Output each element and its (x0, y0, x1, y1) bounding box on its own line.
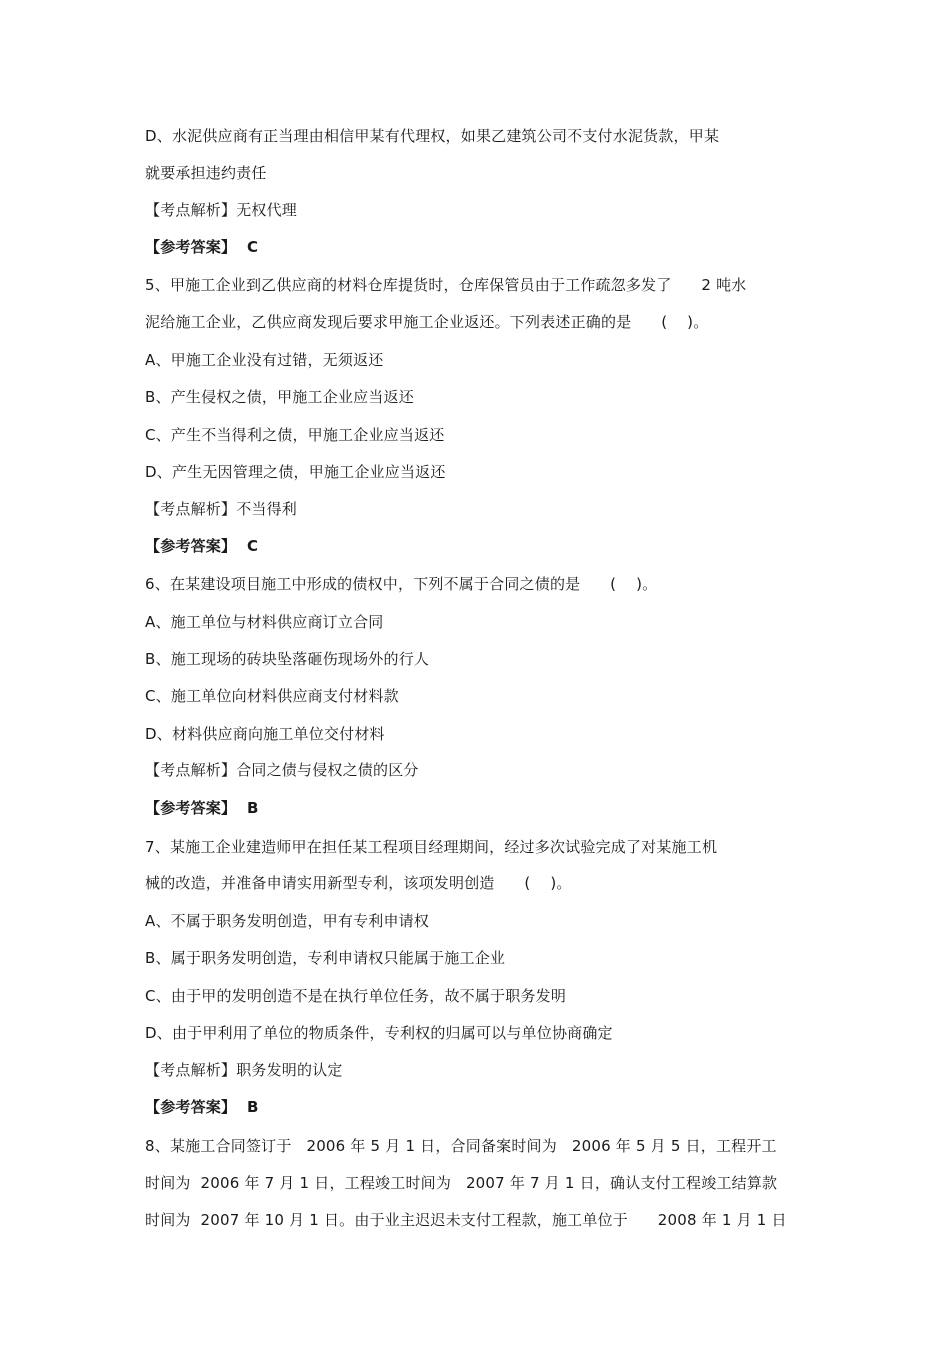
option-line: C、产生不当得利之债，甲施工企业应当返还 (145, 426, 445, 444)
analysis-line: 【考点解析】不当得利 (145, 500, 298, 518)
question-line: 8、某施工合同签订于 2006 年 5 月 1 日，合同备案时间为 2006 年 5 月 5 日，工程开工 (145, 1137, 777, 1155)
option-line: A、施工单位与材料供应商订立合同 (145, 613, 384, 631)
answer-line: 【参考答案】 C (145, 537, 259, 555)
analysis-line: 【考点解析】职务发明的认定 (145, 1061, 343, 1079)
analysis-line: 【考点解析】合同之债与侵权之债的区分 (145, 761, 419, 779)
option-line: B、属于职务发明创造，专利申请权只能属于施工企业 (145, 949, 506, 967)
option-line: D、材料供应商向施工单位交付材料 (145, 725, 385, 743)
text-line: 【考点解析】无权代理 (145, 201, 298, 219)
text-line: 时间为 2006 年 7 月 1 日，工程竣工时间为 2007 年 7 月 1 日，确认支付工程竣工结算款 (145, 1174, 778, 1192)
option-line: A、不属于职务发明创造，甲有专利申请权 (145, 912, 430, 930)
text-line: 时间为 2007 年 10 月 1 日。由于业主迟迟未支付工程款，施工单位于 2008 年 1 月 1 日 (145, 1211, 787, 1229)
option-line: D、产生无因管理之债，甲施工企业应当返还 (145, 463, 446, 481)
text-line: D、水泥供应商有正当理由相信甲某有代理权，如果乙建筑公司不支付水泥货款，甲某 (145, 127, 720, 145)
text-line: 械的改造，并准备申请实用新型专利，该项发明创造 ( )。 (145, 874, 572, 892)
question-line: 5、甲施工企业到乙供应商的材料仓库提货时，仓库保管员由于工作疏忽多发了 2 吨水 (145, 276, 747, 294)
option-line: C、施工单位向材料供应商支付材料款 (145, 687, 399, 705)
option-line: A、甲施工企业没有过错，无须返还 (145, 351, 384, 369)
text-line: 泥给施工企业，乙供应商发现后要求甲施工企业返还。下列表述正确的是 ( )。 (145, 313, 709, 331)
answer-line: 【参考答案】 B (145, 1098, 259, 1116)
option-line: B、施工现场的砖块坠落砸伤现场外的行人 (145, 650, 430, 668)
question-line: 6、在某建设项目施工中形成的债权中，下列不属于合同之债的是 ( )。 (145, 575, 658, 593)
option-line: C、由于甲的发明创造不是在执行单位任务，故不属于职务发明 (145, 987, 567, 1005)
option-line: B、产生侵权之债，甲施工企业应当返还 (145, 388, 414, 406)
question-line: 7、某施工企业建造师甲在担任某工程项目经理期间，经过多次试验完成了对某施工机 (145, 838, 718, 856)
option-line: D、由于甲利用了单位的物质条件，专利权的归属可以与单位协商确定 (145, 1024, 613, 1042)
text-line: 就要承担违约责任 (145, 164, 267, 182)
answer-line: 【参考答案】 C (145, 238, 259, 256)
answer-line: 【参考答案】 B (145, 799, 259, 817)
